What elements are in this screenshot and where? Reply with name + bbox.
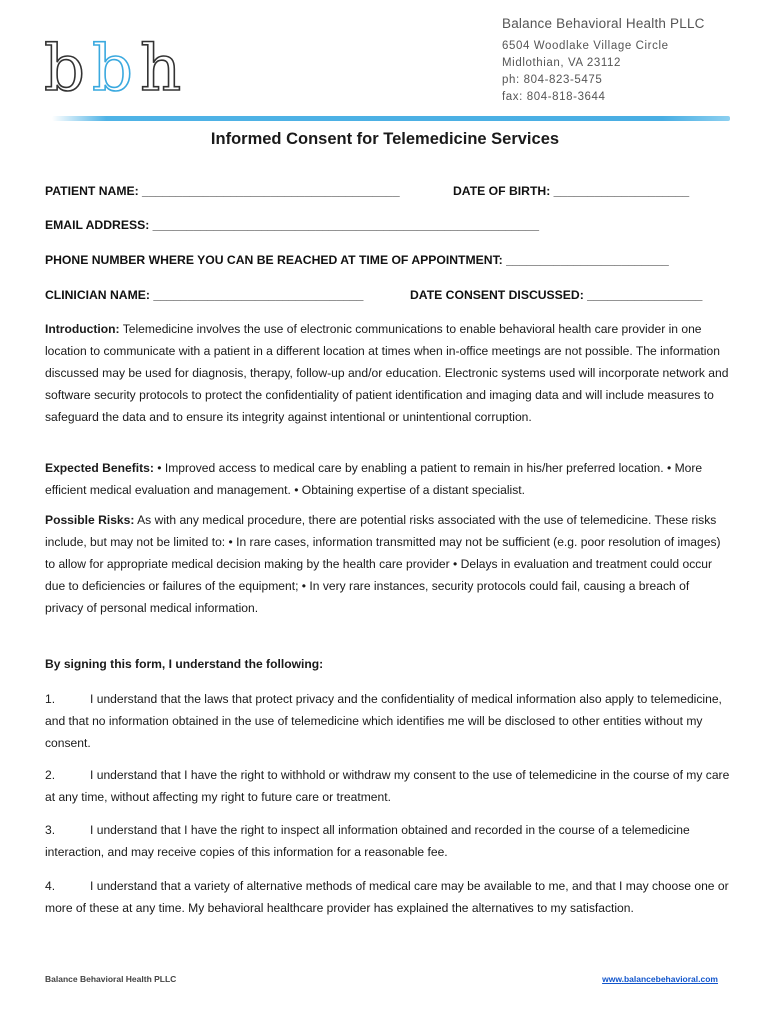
address-line-2: Midlothian, VA 23112	[502, 57, 621, 69]
email-field: EMAIL ADDRESS: _________________________________________________________	[45, 218, 540, 232]
risks-label: Possible Risks:	[45, 513, 135, 527]
svg-text:b: b	[92, 34, 133, 98]
patient-name-field: PATIENT NAME: ______________________________________	[45, 184, 400, 198]
header-divider	[52, 116, 730, 121]
introduction-text: Telemedicine involves the use of electronic communications to enable behavioral health care provider in one location to communicate with a patient in a different location at times when in-office meetings are not possible. The information discussed may be used for diagnosis, therapy, follow-up and/or education. Electronic systems used will incorporate network and software security protocols to protect the confidentiality of patient identification and imaging data and will include measures to safeguard the data and to ensure its integrity against intentional or unintentional corruption.	[45, 322, 729, 424]
list-item	[45, 875, 730, 919]
item-number: 1.	[45, 692, 56, 706]
company-name: Balance Behavioral Health PLLC	[502, 16, 705, 31]
phone-field: PHONE NUMBER WHERE YOU CAN BE REACHED AT TIME OF APPOINTMENT: ________________________	[45, 253, 669, 267]
bbh-logo	[44, 34, 194, 98]
list-item	[45, 819, 730, 863]
dob-field: DATE OF BIRTH: ____________________	[453, 184, 690, 198]
introduction-paragraph	[45, 318, 730, 428]
item-number: 2.	[45, 768, 56, 782]
item-text: I understand that I have the right to inspect all information obtained and recorded in the course of a telemedicine interaction, and may receive copies of this information for a reasonable fee.	[45, 823, 690, 859]
phone-number: ph: 804-823-5475	[502, 74, 603, 86]
date-consent-field: DATE CONSENT DISCUSSED: _________________	[410, 288, 703, 302]
list-item	[45, 688, 730, 754]
footer-company: Balance Behavioral Health PLLC	[45, 974, 177, 984]
svg-text:h: h	[140, 34, 182, 98]
footer-website-link[interactable]: www.balancebehavioral.com	[602, 974, 718, 984]
benefits-text: • Improved access to medical care by enabling a patient to remain in his/her preferred location. • More efficient medical evaluation and management. • Obtaining expertise of a distant specialist.	[45, 461, 703, 497]
introduction-label: Introduction:	[45, 322, 120, 336]
item-text: I understand that the laws that protect privacy and the confidentiality of medical information also apply to telemedicine, and that no information obtained in the use of telemedicine which identifies me will be disclosed to other entities without my consent.	[45, 692, 722, 750]
address-line-1: 6504 Woodlake Village Circle	[502, 40, 669, 52]
risks-paragraph	[45, 509, 730, 619]
list-item	[45, 764, 730, 808]
item-number: 3.	[45, 823, 56, 837]
fax-number: fax: 804-818-3644	[502, 91, 606, 103]
benefits-paragraph	[45, 457, 730, 501]
clinician-field: CLINICIAN NAME: _______________________________	[45, 288, 364, 302]
page-title: Informed Consent for Telemedicine Services	[210, 130, 560, 148]
svg-text:b: b	[44, 34, 83, 98]
signing-heading: By signing this form, I understand the following:	[45, 657, 324, 671]
item-text: I understand that I have the right to withhold or withdraw my consent to the use of telemedicine in the course of my care at any time, without affecting my right to future care or treatment.	[45, 768, 730, 804]
item-number: 4.	[45, 879, 56, 893]
item-text: I understand that a variety of alternative methods of medical care may be available to me, and that I may choose one or more of these at any time. My behavioral healthcare provider has explained the alternatives to my satisfaction.	[45, 879, 729, 915]
benefits-label: Expected Benefits:	[45, 461, 154, 475]
risks-text: As with any medical procedure, there are potential risks associated with the use of telemedicine. These risks include, but may not be limited to: • In rare cases, information transmitted may not be sufficient (e.g. poor resolution of images) to allow for appropriate medical decision making by the health care provider • Delays in evaluation and treatment could occur due to deficiencies or failures of the equipment; • In very rare instances, security protocols could fail, causing a breach of privacy of personal medical information.	[45, 513, 721, 615]
